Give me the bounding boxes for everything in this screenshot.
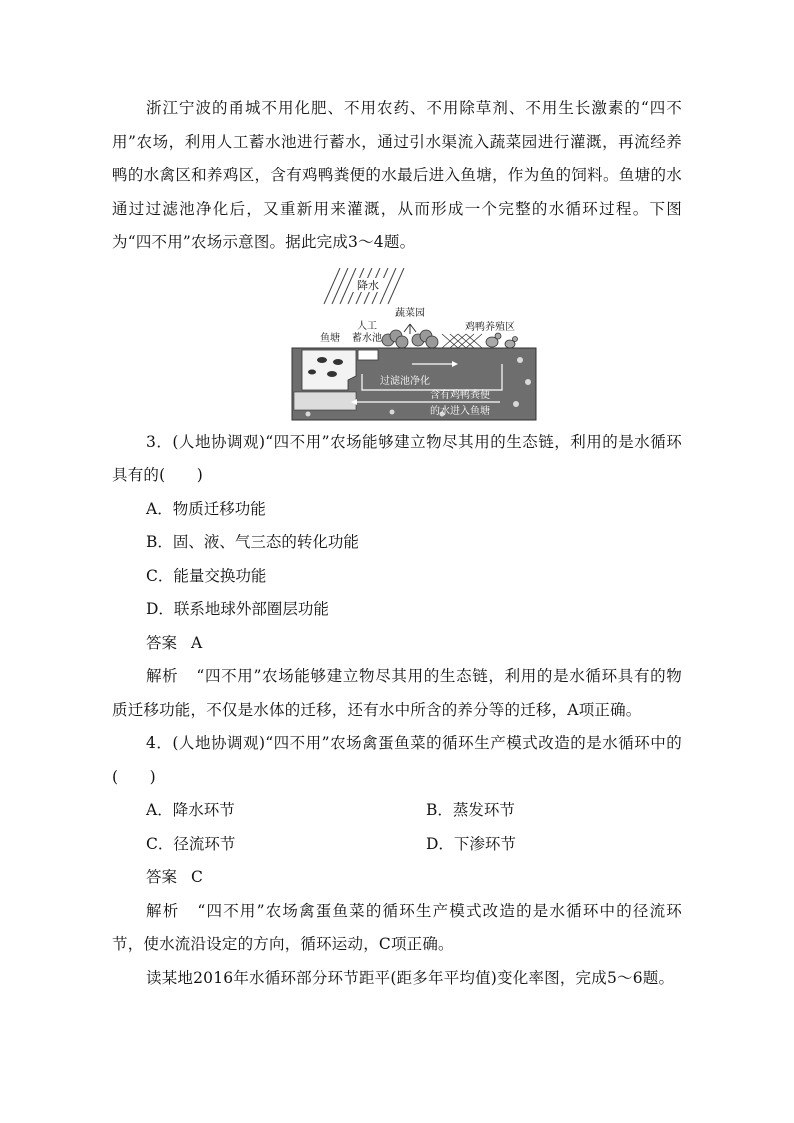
manure-label-2: 的水进入鱼塘 bbox=[430, 405, 490, 417]
vegetable-label: 蔬菜园 bbox=[395, 307, 425, 319]
q3-option-d: D．联系地球外部圈层功能 bbox=[146, 600, 329, 618]
next-section-intro: 读某地2016年水循环部分环节距平(距多年平均值)变化率图，完成5～6题。 bbox=[146, 968, 675, 987]
chicken-icon bbox=[486, 333, 518, 348]
reservoir bbox=[358, 350, 378, 360]
q4-analysis-label: 解析 bbox=[146, 901, 180, 920]
filter-pool bbox=[294, 392, 356, 410]
q3-answer-value: A bbox=[191, 633, 203, 652]
farm-diagram-svg bbox=[112, 264, 682, 424]
intro-paragraph: 浙江宁波的甬城不用化肥、不用农药、不用除草剂、不用生长激素的“四不用”农场，利用人工蓄水池进行蓄水，通过引水渠流入蔬菜园进行灌溉，再流经养鸭的水禽区和养鸡区，含有鸡鸭粪便的水最后进入鱼塘，作为鱼的饲料。鱼塘的水通过过滤池净化后，又重新用来灌溉，从而形成一个完整的水循环过程。下图为“四不用”农场示意图。据此完成3～4题。 bbox=[112, 99, 682, 251]
q4-options-row-2 bbox=[112, 828, 682, 862]
q3-answer-label: 答案 bbox=[146, 633, 178, 652]
rain-label: 降水 bbox=[357, 278, 379, 292]
q4-stem: 4．(人地协调观)“四不用”农场禽蛋鱼菜的循环生产模式改造的是水循环中的( ) bbox=[112, 734, 682, 786]
q3-analysis-text: “四不用”农场能够建立物尽其用的生态链，利用的是水循环具有的物质迁移功能，不仅是水体的迁移，还有水中所含的养分等的迁移，A项正确。 bbox=[112, 667, 682, 719]
q4-answer-label: 答案 bbox=[146, 868, 178, 886]
reservoir-label-2: 蓄水池 bbox=[352, 332, 382, 344]
q4-option-b: B．蒸发环节 bbox=[426, 801, 515, 819]
q3-answer bbox=[112, 627, 682, 661]
q3-stem: 3．(人地协调观)“四不用”农场能够建立物尽其用的生态链，利用的是水循环具有的( ) bbox=[112, 432, 682, 484]
q4-option-c: C．径流环节 bbox=[146, 834, 236, 853]
q4-option-d: D．下渗环节 bbox=[426, 834, 516, 853]
q3-analysis bbox=[112, 660, 682, 727]
q4-analysis bbox=[112, 895, 682, 962]
q4-answer-value: C bbox=[191, 868, 203, 886]
q3-option-b: B．固、液、气三态的转化功能 bbox=[146, 533, 359, 551]
sprinkler-icon bbox=[404, 324, 416, 334]
q4-options-row-1 bbox=[112, 794, 682, 828]
reservoir-label-1: 人工 bbox=[357, 320, 377, 332]
poultry-label: 鸡鸭养殖区 bbox=[465, 321, 515, 333]
farm-diagram bbox=[112, 264, 682, 424]
q3-option-c: C．能量交换功能 bbox=[146, 566, 267, 585]
document-page bbox=[112, 92, 682, 995]
q4-answer bbox=[112, 861, 682, 895]
q4-analysis-text: “四不用”农场禽蛋鱼菜的循环生产模式改造的是水循环中的径流环节，使水流沿设定的方向，循环运动，C项正确。 bbox=[112, 901, 682, 953]
fishpond-label: 鱼塘 bbox=[320, 332, 340, 344]
filter-label: 过滤池净化 bbox=[380, 375, 430, 387]
q3-analysis-label: 解析 bbox=[146, 667, 179, 685]
q3-option-a: A．物质迁移功能 bbox=[146, 499, 266, 518]
q4-option-a: A．降水环节 bbox=[146, 801, 235, 819]
manure-label-1: 含有鸡鸭粪便 bbox=[430, 389, 490, 401]
poultry-zone bbox=[442, 334, 482, 348]
